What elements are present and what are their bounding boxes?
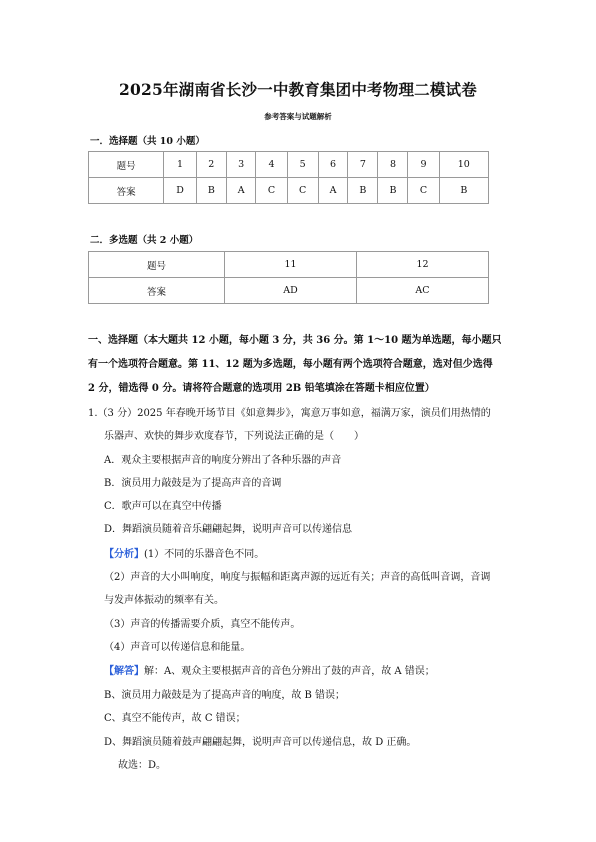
question-number: 12 [357, 252, 489, 278]
table-row [89, 178, 489, 204]
question-number: 6 [318, 152, 348, 178]
answer-cell: A [318, 178, 348, 204]
analysis-line [104, 545, 518, 560]
answer-line: C、真空不能传声，故 C 错误； [104, 713, 246, 724]
answer-line: D、舞蹈演员随着鼓声翩翩起舞，说明声音可以传递信息，故 D 正确。 [104, 737, 417, 748]
question-number: 10 [439, 152, 488, 178]
table-row [89, 252, 489, 278]
section2-heading: 二．多选题（共 2 小题） [90, 235, 199, 246]
instructions-line: 有一个选项符合题意。第 11、12 题为多选题，每小题有两个选项符合题意，选对但少选得 [88, 359, 493, 370]
section1-heading: 一．选择题（共 10 小题） [90, 136, 205, 147]
answer-cell: B [439, 178, 488, 204]
row-label: 答案 [89, 178, 164, 204]
answer-cell: C [408, 178, 439, 204]
answer-line [104, 662, 518, 677]
question-number: 7 [348, 152, 378, 178]
instructions-line: 一、选择题（本大题共 12 小题，每小题 3 分，共 36 分。第 1～10 题为单选题，每小题只 [88, 335, 502, 346]
page-subtitle: 参考答案与试题解析 [264, 112, 332, 121]
option-b: B．演员用力敲鼓是为了提高声音的音调 [104, 478, 282, 489]
analysis-line: （3）声音的传播需要介质，真空不能传声。 [104, 619, 301, 630]
table-row [89, 152, 489, 178]
row-label: 题号 [89, 152, 164, 178]
analysis-line: 与发声体振动的频率有关。 [104, 595, 224, 606]
question-stem: 1.（3 分）2025 年春晚开场节目《如意舞步》，寓意万事如意，福满万家，演员们用热情的 [88, 408, 491, 419]
question-number: 2 [196, 152, 226, 178]
answer-tag: 【解答】 [104, 666, 144, 677]
question-stem: 乐器声、欢快的舞步欢度春节，下列说法正确的是（ ） [104, 431, 364, 442]
row-label: 答案 [89, 278, 225, 304]
question-number: 4 [256, 152, 287, 178]
answer-cell: B [378, 178, 408, 204]
question-number: 9 [408, 152, 439, 178]
option-c: C．歌声可以在真空中传播 [104, 501, 222, 512]
answer-cell: B [348, 178, 378, 204]
row-label: 题号 [89, 252, 225, 278]
question-number: 5 [287, 152, 318, 178]
answer-conclusion: 故选：D。 [118, 760, 167, 771]
question-number: 8 [378, 152, 408, 178]
answer-cell: C [287, 178, 318, 204]
option-d: D．舞蹈演员随着音乐翩翩起舞，说明声音可以传递信息 [104, 524, 353, 535]
answer-line: B、演员用力敲鼓是为了提高声音的响度，故 B 错误； [104, 690, 346, 701]
question-number: 3 [226, 152, 256, 178]
instructions-line: 2 分，错选得 0 分。请将符合题意的选项用 2B 铅笔填涂在答题卡相应位置） [88, 383, 435, 394]
option-a: A．观众主要根据声音的响度分辨出了各种乐器的声音 [104, 455, 342, 466]
table-row [89, 278, 489, 304]
analysis-text: (1）不同的乐器音色不同。 [144, 549, 265, 560]
answer-cell: AD [225, 278, 357, 304]
answer-table-multi [88, 251, 489, 304]
answer-table-single [88, 151, 489, 204]
answer-text: 解：A、观众主要根据声音的音色分辨出了鼓的声音，故 A 错误； [144, 666, 435, 677]
answer-cell: B [196, 178, 226, 204]
question-number: 11 [225, 252, 357, 278]
answer-cell: D [164, 178, 196, 204]
analysis-tag: 【分析】 [104, 549, 144, 560]
answer-cell: C [256, 178, 287, 204]
answer-cell: AC [357, 278, 489, 304]
analysis-line: （2）声音的大小叫响度，响度与振幅和距离声源的远近有关；声音的高低叫音调，音调 [104, 572, 491, 583]
analysis-line: （4）声音可以传递信息和能量。 [104, 642, 251, 653]
answer-cell: A [226, 178, 256, 204]
question-number: 1 [164, 152, 196, 178]
page-title: 2025年湖南省长沙一中教育集团中考物理二模试卷 [119, 80, 477, 99]
